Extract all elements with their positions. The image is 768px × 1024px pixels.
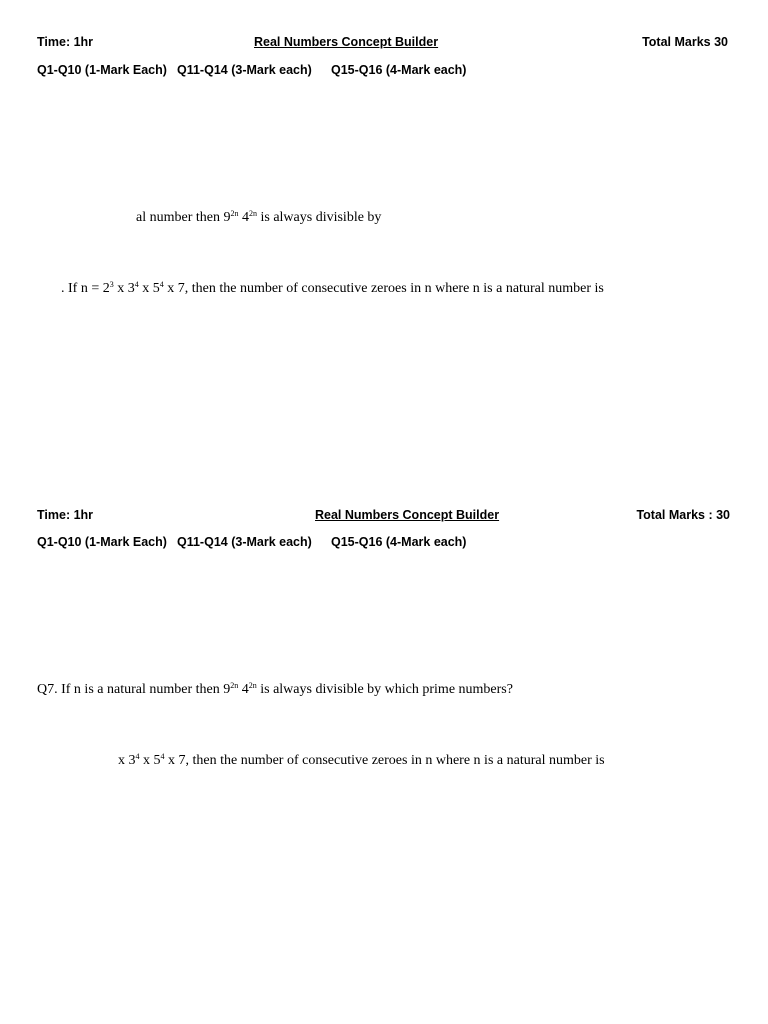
marks-scheme-part3: Q15-Q16 (4-Mark each): [331, 535, 467, 549]
question-8-text: . If $n = 2^3$ x $3^4$ x $5^4$ x 7, then the number of consecutive zeroes in n where n is a natural number is: [61, 280, 604, 296]
time-label: Time: 1hr: [37, 508, 94, 522]
worksheet-title: Real Numbers Concept Builder: [315, 508, 500, 522]
question-7-text: Q7. If n is a natural number then $9^{2n}$ $4^{2n}$ is always divisible by which prime numbers?: [37, 681, 513, 697]
marks-scheme-part2: Q11-Q14 (3-Mark each): [177, 63, 312, 77]
marks-scheme-part2: Q11-Q14 (3-Mark each): [177, 535, 312, 549]
time-label: Time: 1hr: [37, 35, 94, 49]
marks-scheme-part1: Q1-Q10 (1-Mark Each): [37, 535, 167, 549]
total-marks-label: Total Marks : 30: [636, 508, 730, 522]
total-marks-label: Total Marks 30: [642, 35, 728, 49]
marks-scheme-part3: Q15-Q16 (4-Mark each): [331, 63, 467, 77]
question-8-text: x $3^4$ x $5^4$ x 7, then the number of consecutive zeroes in n where n is a natural number is: [118, 752, 605, 768]
worksheet-title: Real Numbers Concept Builder: [254, 35, 439, 49]
question-7-text: al number then $9^{2n}$ $4^{2n}$ is always divisible by: [136, 209, 382, 225]
marks-scheme-part1: Q1-Q10 (1-Mark Each): [37, 63, 167, 77]
